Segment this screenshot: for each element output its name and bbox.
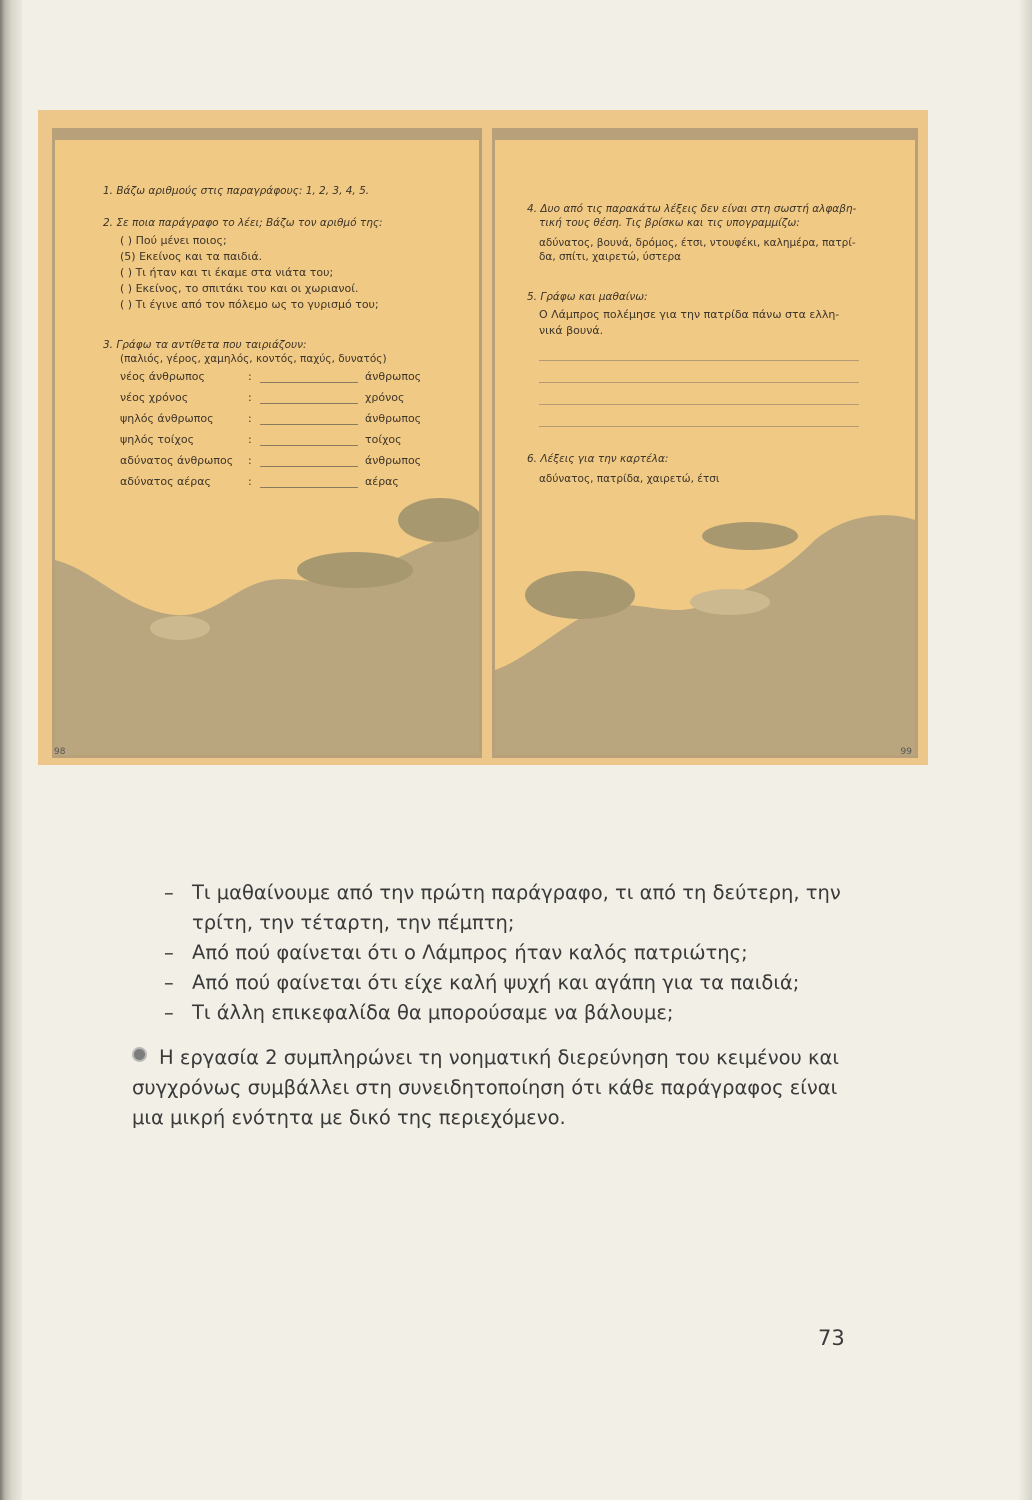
antonym-separator: : — [248, 433, 252, 446]
question-text: Από πού φαίνεται ότι είχε καλή ψυχή και αγάπη για τα παιδιά; — [192, 971, 800, 994]
exercise-4-title-line1: 4. Δυο από τις παρακάτω λέξεις δεν είναι στη σωστή αλφαβη- — [527, 203, 857, 215]
question-text: Από πού φαίνεται ότι ο Λάμπρος ήταν καλός πατριώτης; — [192, 941, 748, 964]
workbook-spread-image — [38, 110, 928, 765]
question-item — [164, 938, 884, 968]
spread-page-number-left: 98 — [54, 747, 66, 757]
exercise-3-title: 3. Γράφω τα αντίθετα που ταιριάζουν: — [103, 339, 307, 351]
question-text: Τι μαθαίνουμε από την πρώτη παράγραφο, τι από τη δεύτερη, την — [192, 881, 841, 904]
exercise-5 — [527, 290, 859, 427]
antonym-right: αέρας — [365, 475, 399, 488]
exercise-4-words-line1: αδύνατος, βουνά, δρόμος, έτσι, ντουφέκι, καλημέρα, πατρί- — [539, 237, 856, 249]
exercise-6 — [527, 452, 719, 486]
writing-line — [539, 361, 859, 383]
bullet-icon — [132, 1047, 147, 1062]
exercise-6-title: 6. Λέξεις για την καρτέλα: — [527, 453, 669, 465]
antonym-blank — [260, 445, 358, 446]
antonym-right: άνθρωπος — [365, 370, 422, 383]
antonym-row — [120, 451, 422, 472]
question-item — [164, 878, 884, 938]
teacher-note-line: μια μικρή ενότητα με δικό της περιεχόμενο. — [132, 1106, 566, 1129]
exercise-5-title: 5. Γράφω και μαθαίνω: — [527, 291, 648, 303]
antonym-blank — [260, 382, 358, 383]
antonym-row — [120, 409, 422, 430]
question-dash: – — [164, 881, 174, 904]
exercise-2-line: ( ) Εκείνος, το σπιτάκι του και οι χωριανοί. — [120, 282, 359, 295]
antonym-right: άνθρωπος — [365, 412, 422, 425]
antonym-blank — [260, 487, 358, 488]
antonym-separator: : — [248, 391, 252, 404]
antonym-blank — [260, 424, 358, 425]
antonym-separator: : — [248, 454, 252, 467]
teacher-note — [132, 1043, 892, 1133]
antonym-left: ψηλός άνθρωπος — [120, 412, 214, 425]
antonym-right: άνθρωπος — [365, 454, 422, 467]
exercise-3 — [103, 338, 422, 493]
exercise-2-title: 2. Σε ποια παράγραφο το λέει; Βάζω τον αριθμό της: — [103, 217, 383, 229]
exercise-2-line: ( ) Τι ήταν και τι έκαμε στα νιάτα του; — [120, 266, 334, 279]
exercise-6-words: αδύνατος, πατρίδα, χαιρετώ, έτσι — [539, 473, 720, 485]
exercise-2 — [103, 216, 383, 313]
teacher-note-line: συγχρόνως συμβάλλει στη συνειδητοποίηση ότι κάθε παράγραφος είναι — [132, 1076, 838, 1099]
exercise-2-line: ( ) Πού μένει ποιος; — [120, 234, 227, 247]
exercise-1 — [103, 184, 369, 198]
antonym-left: ψηλός τοίχος — [120, 433, 195, 446]
workbook-page-left — [52, 128, 482, 758]
antonym-blank — [260, 466, 358, 467]
workbook-page-right — [492, 128, 918, 758]
writing-line — [539, 383, 859, 405]
antonym-separator: : — [248, 412, 252, 425]
exercise-4 — [527, 202, 856, 264]
antonym-row — [120, 367, 422, 388]
antonym-right: τοίχος — [365, 433, 402, 446]
antonym-left: αδύνατος αέρας — [120, 475, 211, 488]
page-number: 73 — [818, 1326, 845, 1350]
exercise-1-title: 1. Βάζω αριθμούς στις παραγράφους: 1, 2, 3, 4, 5. — [103, 185, 370, 197]
antonym-left: αδύνατος άνθρωπος — [120, 454, 234, 467]
question-text: τρίτη, την τέταρτη, την πέμπτη; — [192, 911, 515, 934]
antonym-row — [120, 472, 399, 493]
exercise-5-text-line2: νικά βουνά. — [539, 324, 604, 337]
exercise-2-line: (5) Εκείνος και τα παιδιά. — [120, 250, 263, 263]
teacher-note-line: Η εργασία 2 συμπληρώνει τη νοηματική διερεύνηση του κειμένου και — [132, 1043, 892, 1073]
exercise-3-hint: (παλιός, γέρος, χαμηλός, κοντός, παχύς, δυνατός) — [120, 353, 387, 365]
antonym-left: νέος άνθρωπος — [120, 370, 205, 383]
antonym-right: χρόνος — [365, 391, 405, 404]
scan-binding-edge — [0, 0, 22, 1500]
antonym-blank — [260, 403, 358, 404]
question-dash: – — [164, 941, 174, 964]
question-dash: – — [164, 1001, 174, 1024]
antonym-row — [120, 430, 402, 451]
antonym-separator: : — [248, 475, 252, 488]
antonym-separator: : — [248, 370, 252, 383]
question-dash: – — [164, 971, 174, 994]
question-item — [164, 998, 884, 1028]
exercise-5-text-line1: Ο Λάμπρος πολέμησε για την πατρίδα πάνω στα ελλη- — [539, 308, 840, 321]
antonym-left: νέος χρόνος — [120, 391, 189, 404]
discussion-questions — [164, 878, 884, 1028]
scan-right-edge — [1018, 0, 1032, 1500]
question-text: Τι άλλη επικεφαλίδα θα μπορούσαμε να βάλουμε; — [192, 1001, 674, 1024]
exercise-4-words-line2: δα, σπίτι, χαιρετώ, ύστερα — [539, 251, 682, 263]
spread-page-number-right: 99 — [900, 747, 912, 757]
writing-line — [539, 405, 859, 427]
exercise-4-title-line2: τική τους θέση. Τις βρίσκω και τις υπογραμμίζω: — [539, 217, 800, 229]
writing-line — [539, 339, 859, 361]
exercise-2-line: ( ) Τι έγινε από τον πόλεμο ως το γυρισμό του; — [120, 298, 379, 311]
antonym-row — [120, 388, 405, 409]
question-item — [164, 968, 884, 998]
